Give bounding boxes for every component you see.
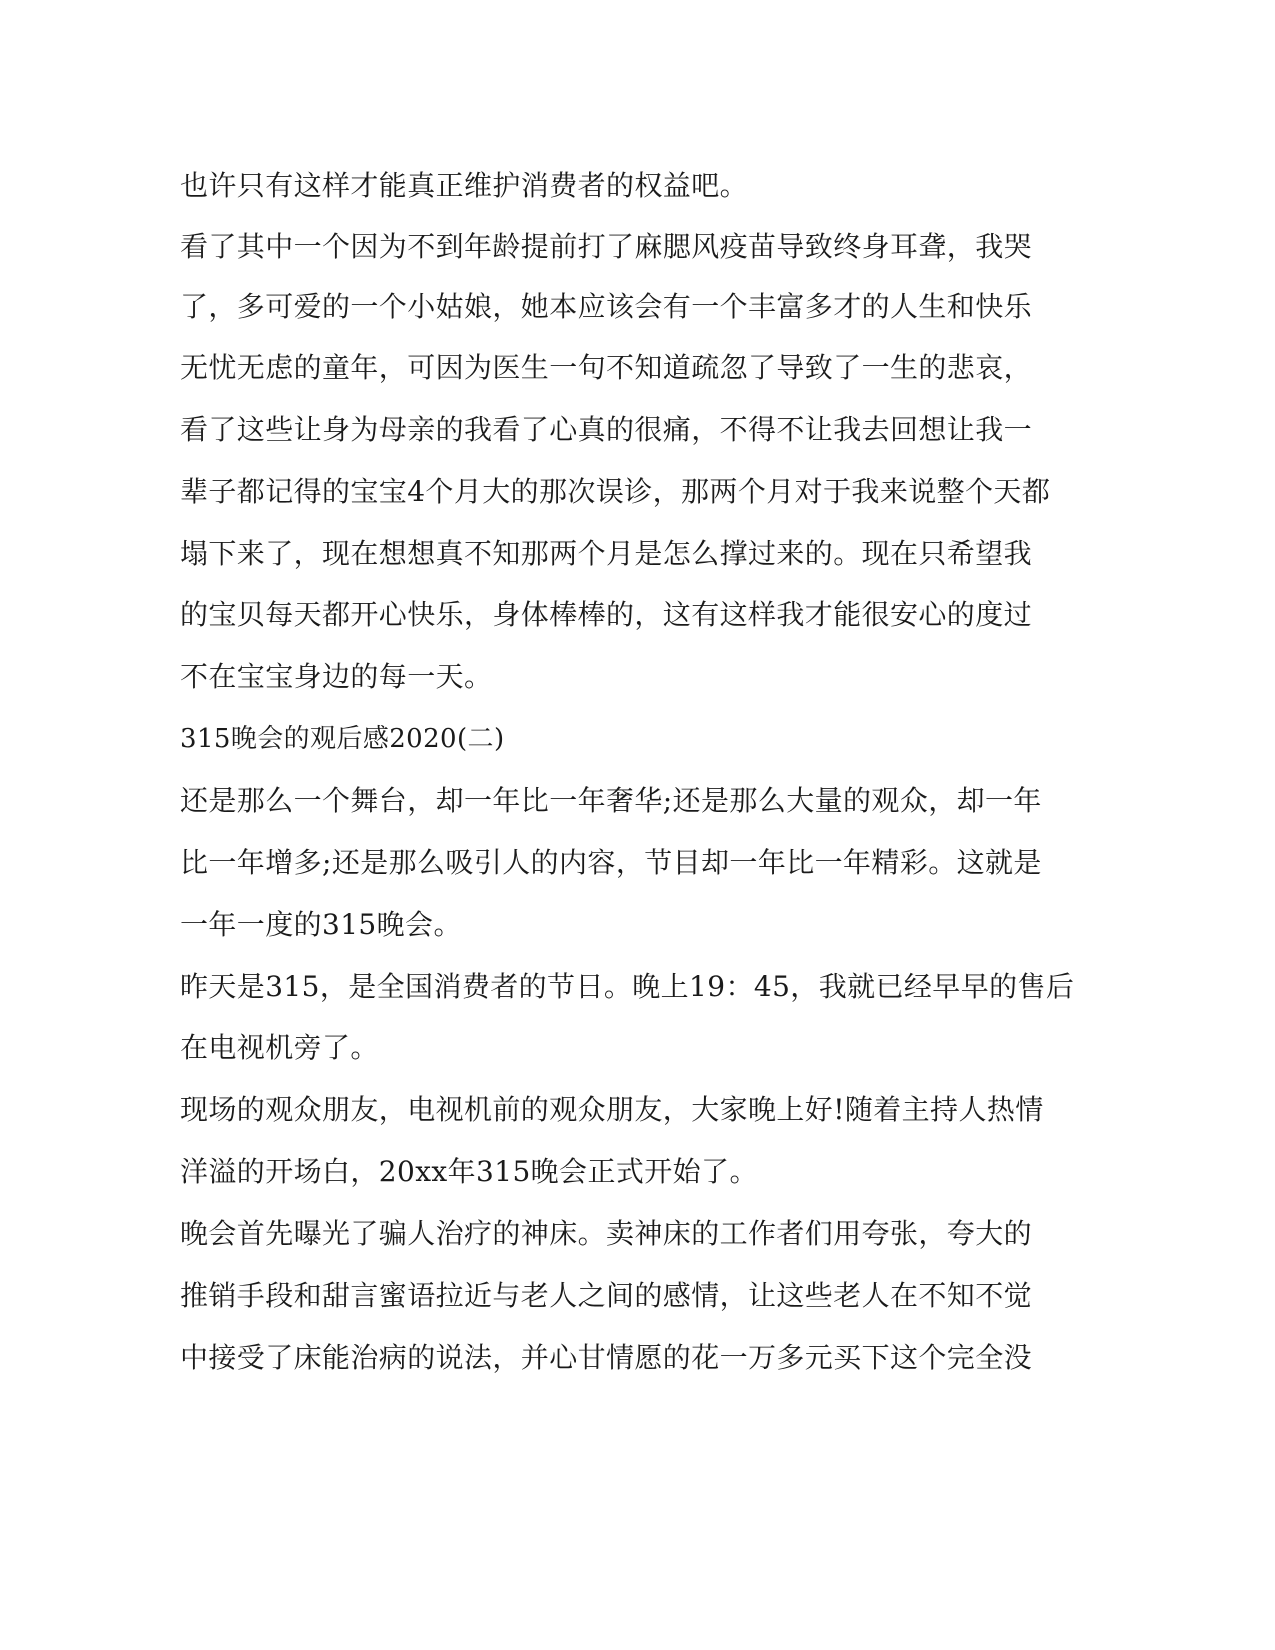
paragraph-line: 在电视机旁了。: [180, 1031, 379, 1064]
paragraph-line: 的宝贝每天都开心快乐，身体棒棒的，这有这样我才能很安心的度过: [180, 598, 1033, 631]
paragraph-line: 不在宝宝身边的每一天。: [180, 660, 493, 693]
paragraph-line: 推销手段和甜言蜜语拉近与老人之间的感情，让这些老人在不知不觉: [180, 1279, 1033, 1312]
paragraph-line: 辈子都记得的宝宝4个月大的那次误诊，那两个月对于我来说整个天都: [180, 475, 1051, 508]
section-heading: 315晚会的观后感2020(二): [180, 724, 505, 754]
paragraph-line: 还是那么一个舞台，却一年比一年奢华;还是那么大量的观众，却一年: [180, 784, 1042, 817]
paragraph-line: 了，多可爱的一个小姑娘，她本应该会有一个丰富多才的人生和快乐: [180, 290, 1033, 323]
paragraph-line: 洋溢的开场白，20xx年315晚会正式开始了。: [180, 1155, 758, 1188]
paragraph-line: 塌下来了，现在想想真不知那两个月是怎么撑过来的。现在只希望我: [180, 537, 1033, 570]
paragraph-line: 也许只有这样才能真正维护消费者的权益吧。: [180, 169, 749, 202]
paragraph-line: 中接受了床能治病的说法，并心甘情愿的花一万多元买下这个完全没: [180, 1341, 1033, 1374]
paragraph-line: 看了其中一个因为不到年龄提前打了麻腮风疫苗导致终身耳聋，我哭: [180, 230, 1033, 263]
paragraph-line: 无忧无虑的童年，可因为医生一句不知道疏忽了导致了一生的悲哀，: [180, 351, 1033, 384]
paragraph-line: 看了这些让身为母亲的我看了心真的很痛，不得不让我去回想让我一: [180, 413, 1033, 446]
paragraph-line: 现场的观众朋友，电视机前的观众朋友，大家晚上好!随着主持人热情: [180, 1093, 1044, 1126]
paragraph-line: 比一年增多;还是那么吸引人的内容，节目却一年比一年精彩。这就是: [180, 846, 1042, 879]
paragraph-line: 一年一度的315晚会。: [180, 908, 462, 941]
paragraph-line: 昨天是315，是全国消费者的节日。晚上19：45，我就已经早早的售后: [180, 970, 1075, 1003]
paragraph-line: 晚会首先曝光了骗人治疗的神床。卖神床的工作者们用夸张，夸大的: [180, 1217, 1033, 1250]
